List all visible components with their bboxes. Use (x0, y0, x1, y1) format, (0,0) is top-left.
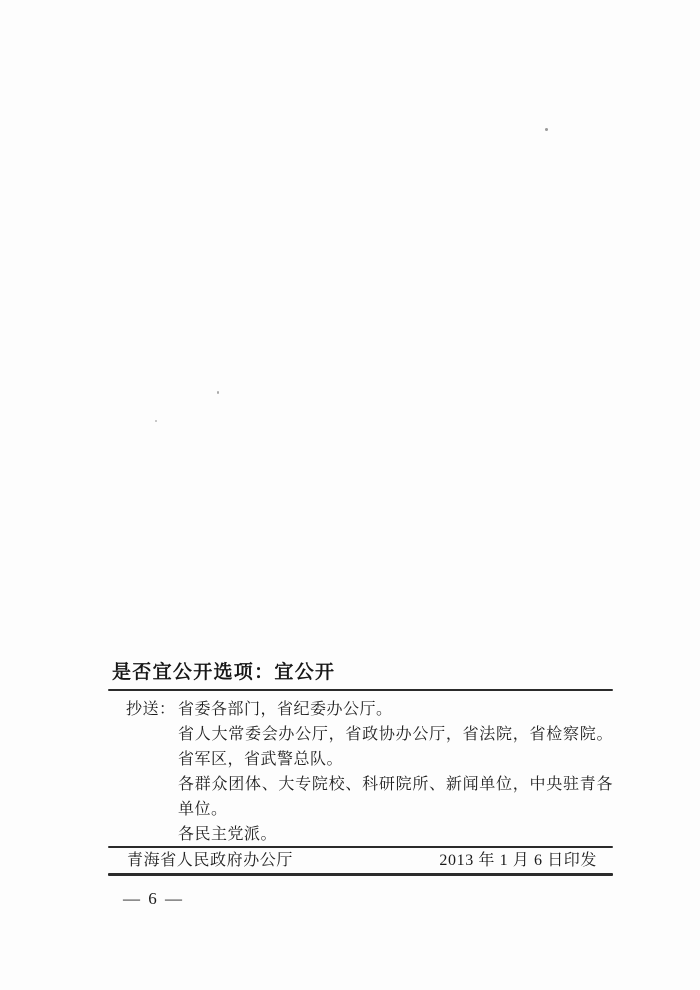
copy-to-item: 省委各部门，省纪委办公厅。 (178, 701, 393, 718)
print-date: 2013 年 1 月 6 日印发 (439, 852, 597, 869)
separator-rule-top (108, 689, 613, 691)
page-number: — 6 — (123, 889, 183, 908)
issuing-office: 青海省人民政府办公厅 (127, 852, 294, 869)
copy-to-list (178, 697, 613, 847)
copy-to-item: 各群众团体、大专院校、科研院所、新闻单位，中央驻青各单位。 (178, 776, 613, 818)
copy-to-item: 省军区，省武警总队。 (178, 751, 344, 768)
scan-speck (217, 391, 219, 394)
copy-to-section (126, 697, 613, 847)
copy-to-label: 抄送： (126, 701, 176, 718)
copy-to-item: 省人大常委会办公厅，省政协办公厅，省法院，省检察院。 (178, 726, 613, 743)
footer-rule-bottom (108, 873, 613, 876)
scan-speck (545, 128, 548, 131)
copy-to-item: 各民主党派。 (178, 826, 278, 843)
disclosure-option-note: 是否宜公开选项：宜公开 (112, 662, 336, 683)
scan-speck (155, 420, 157, 422)
colophon-row (108, 849, 613, 873)
footer-rule-top (108, 846, 613, 848)
